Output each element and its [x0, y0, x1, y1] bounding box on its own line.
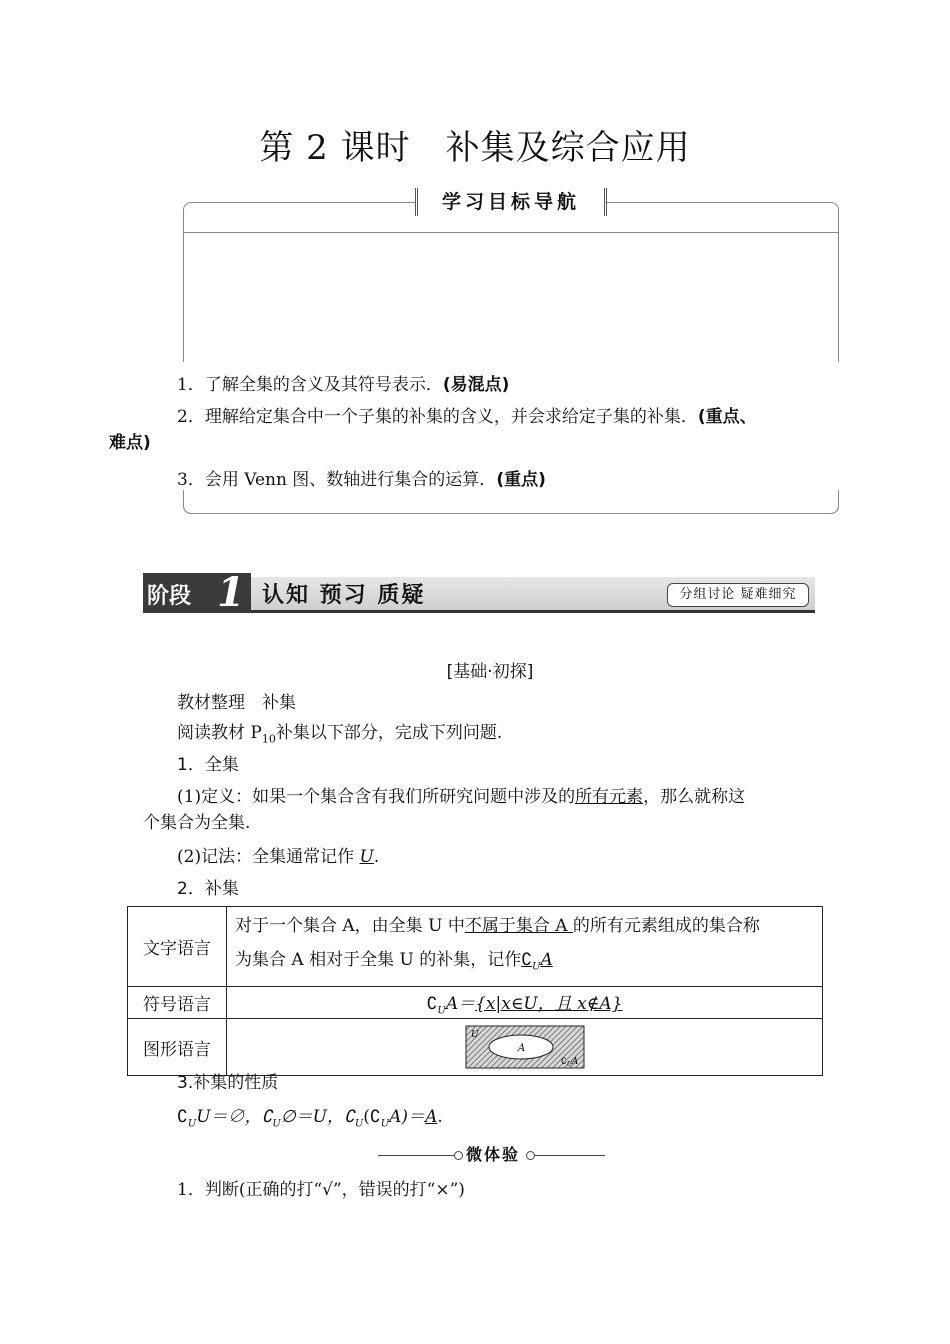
formula-sub: U	[187, 1118, 197, 1130]
cell-text: 的所有元素组成的集合称	[572, 916, 760, 936]
formula-part: A)＝	[389, 1107, 426, 1127]
complement-set: A	[540, 950, 553, 970]
row-head: 图形语言	[128, 1019, 227, 1076]
complement-symbol: ∁	[521, 950, 533, 970]
cell-text: A＝	[445, 994, 476, 1015]
goals-label: 学习目标导航	[415, 188, 607, 216]
heading-properties: 3.补集的性质	[177, 1073, 279, 1093]
stage-prefix: 阶段	[147, 584, 192, 609]
formula-sub: U	[354, 1118, 364, 1130]
complement-sub: U	[437, 1005, 446, 1017]
cell-text: 为集合 A 相对于全集 U 的补集，记作	[235, 950, 522, 970]
goals-side-right	[838, 240, 839, 362]
goal-text: 理解给定集合中一个子集的补集的含义，并会求给定子集的补集．	[204, 407, 698, 427]
stage-tag: 分组讨论 疑难细究	[667, 583, 809, 607]
definition-paragraph	[143, 784, 815, 836]
complement-symbol: ∁	[426, 994, 438, 1015]
section-subhead: 教材整理 补集	[177, 693, 296, 713]
row-cell	[227, 907, 823, 987]
stage-title: 认知 预习 质疑	[262, 583, 426, 608]
formula-part: ∁	[177, 1107, 188, 1127]
notation-line	[177, 844, 379, 870]
goal-text: 会用 Venn 图、数轴进行集合的运算．	[204, 470, 497, 490]
complement-table	[127, 906, 823, 1076]
divider-right	[535, 1155, 605, 1156]
reading-instruction	[177, 720, 502, 752]
formula-part: .	[437, 1107, 443, 1127]
stage-badge	[143, 569, 251, 616]
reading-page: 10	[261, 732, 276, 746]
formula-part: U＝∅，∁	[196, 1107, 273, 1127]
formula-sub: U	[272, 1118, 281, 1130]
goal-num: 1．	[177, 375, 205, 395]
formula-underlined: A	[425, 1107, 438, 1127]
goal-num: 3．	[177, 470, 205, 490]
definition-post: ，那么就称这	[643, 787, 746, 807]
divider-left	[378, 1155, 454, 1156]
goal-tag: (易混点)	[442, 375, 510, 395]
table-row	[128, 907, 823, 987]
venn-diagram	[465, 1025, 585, 1069]
row-cell	[227, 987, 823, 1019]
definition-pre: (1)定义：如果一个集合含有我们所研究问题中涉及的	[177, 787, 576, 807]
goals-divider	[183, 232, 839, 233]
goals-side-left	[183, 240, 184, 362]
goal-item-2	[109, 404, 815, 456]
formula-part: (∁	[363, 1107, 381, 1127]
properties-formula	[177, 1104, 443, 1137]
definition-line2: 个集合为全集.	[143, 813, 251, 833]
notation-pre: (2)记法：全集通常记作	[177, 847, 360, 867]
notation-post: .	[373, 847, 380, 867]
cell-underlined: 不属于集合 A	[464, 916, 573, 936]
goals-frame-bottom	[183, 490, 839, 514]
page-title: 第 2 课时 补集及综合应用	[259, 128, 691, 168]
formula-part: ∅＝U，∁	[280, 1107, 355, 1127]
divider-dot-right	[526, 1151, 535, 1160]
reading-post: 补集以下部分，完成下列问题.	[275, 723, 503, 743]
heading-complement: 2．补集	[177, 879, 239, 899]
heading-universal-set: 1．全集	[177, 755, 239, 775]
complement-sub: U	[532, 961, 541, 973]
notation-symbol: U	[359, 847, 374, 867]
table-row	[128, 987, 823, 1019]
row-head: 符号语言	[128, 987, 227, 1019]
goal-item-1	[177, 372, 817, 398]
venn-label-complement: $∁_UA$	[560, 1057, 578, 1069]
cell-underlined: {x|x∈U，且 x∉A}	[475, 994, 623, 1015]
row-cell	[227, 1019, 823, 1076]
stage-number: 1	[217, 569, 245, 616]
formula-sub: U	[380, 1118, 390, 1130]
cell-text: 对于一个集合 A，由全集 U 中	[235, 916, 465, 936]
section-header: [基础·初探]	[446, 662, 534, 682]
micro-label: 微体验	[465, 1145, 520, 1164]
table-row	[128, 1019, 823, 1076]
reading-pre: 阅读教材 P	[177, 723, 262, 743]
goal-item-3	[177, 467, 817, 493]
question-1: 1．判断(正确的打“√”，错误的打“×”)	[177, 1180, 465, 1200]
goal-tag: (重点)	[496, 470, 546, 490]
goal-num: 2．	[177, 407, 205, 427]
venn-label-a: A	[517, 1043, 525, 1055]
venn-label-u: U	[470, 1030, 479, 1041]
row-head: 文字语言	[128, 907, 227, 987]
goal-text: 了解全集的含义及其符号表示．	[204, 375, 443, 395]
goal-tag: (重点、	[697, 407, 757, 427]
definition-underlined: 所有元素	[575, 787, 644, 807]
goal-tag: 难点)	[109, 433, 151, 453]
